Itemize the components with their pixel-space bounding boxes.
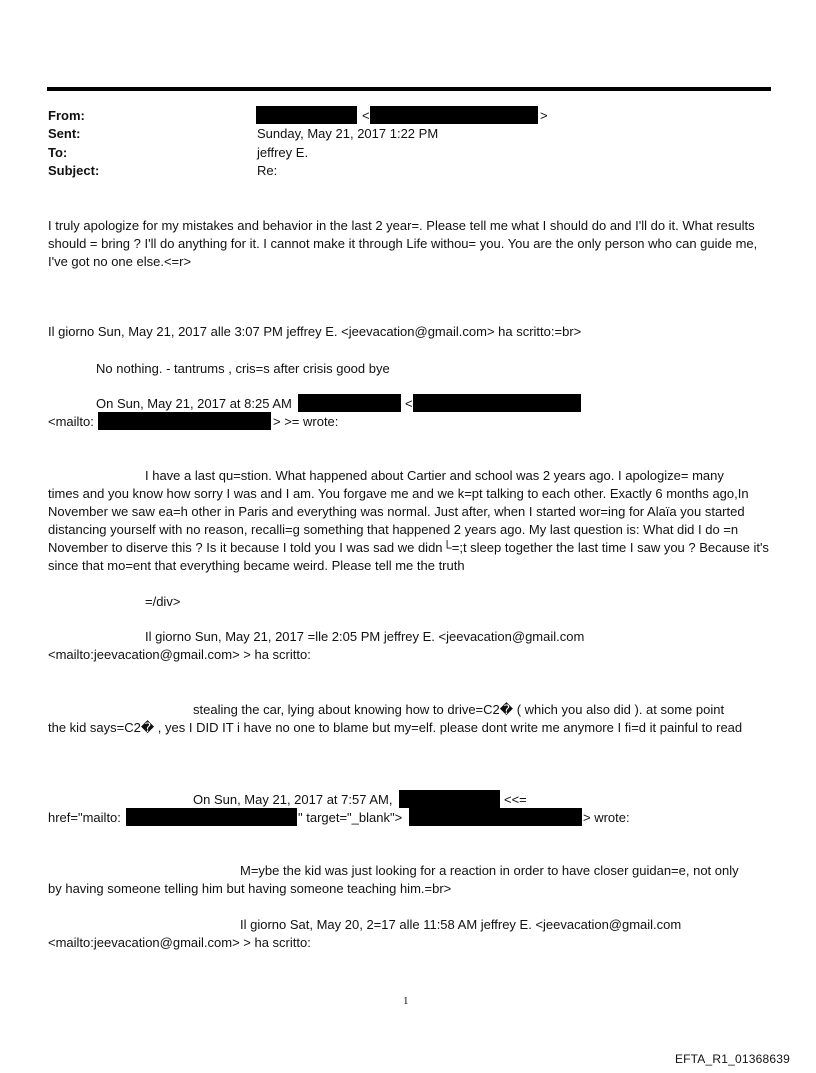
redaction-from-email	[370, 106, 538, 124]
redaction-href-4	[126, 808, 297, 826]
reply-text-1: No nothing. - tantrums , cris=s after crisis good bye	[96, 361, 390, 376]
quote-header-4-lt: <<=	[504, 792, 527, 807]
message-paragraph-3-rest: by having someone telling him but having someone teaching him.=br>	[48, 881, 452, 896]
div-fragment: =/div>	[145, 594, 181, 609]
quote-header-5-line-1: Il giorno Sat, May 20, 2=17 alle 11:58 AM jeffrey E. <jeevacation@gmail.com	[240, 917, 682, 932]
redaction-link-text-4	[409, 808, 582, 826]
quote-header-2-lt: <	[405, 396, 413, 411]
quote-header-2-wrote: > >= wrote:	[273, 414, 339, 429]
redaction-sender-name-2	[298, 394, 401, 412]
document-id-stamp: EFTA_R1_01368639	[674, 1052, 790, 1066]
quote-header-4-date: On Sun, May 21, 2017 at 7:57 AM,	[193, 792, 393, 807]
subject-value: Re:	[257, 163, 278, 178]
reply-text-2-first: stealing the car, lying about knowing how to drive=C2� ( which you also did ). at some point	[193, 702, 725, 717]
message-paragraph-2-first: I have a last qu=stion. What happened about Cartier and school was 2 years ago. I apologize= many	[145, 468, 724, 483]
sent-label: Sent:	[48, 126, 81, 141]
page-number: 1	[403, 995, 409, 1007]
subject-label: Subject:	[48, 163, 100, 178]
message-paragraph-3-first: M=ybe the kid was just looking for a reaction in order to have closer guidan=e, not only	[240, 863, 739, 878]
quote-header-4-href: href="mailto:	[48, 810, 121, 825]
quote-header-4-target: " target="_blank">	[298, 810, 403, 825]
quote-header-2-date: On Sun, May 21, 2017 at 8:25 AM	[96, 396, 292, 411]
quote-header-3-line-1: Il giorno Sun, May 21, 2017 =lle 2:05 PM jeffrey E. <jeevacation@gmail.com	[145, 629, 585, 644]
quote-header-1: Il giorno Sun, May 21, 2017 alle 3:07 PM jeffrey E. <jeevacation@gmail.com> ha scritto:=br>	[48, 324, 582, 339]
quote-header-4-wrote: > wrote:	[583, 810, 630, 825]
quote-header-3-line-2: <mailto:jeevacation@gmail.com> > ha scritto:	[48, 647, 311, 662]
redaction-sender-name-4	[399, 790, 500, 808]
message-paragraph-2-rest: times and you know how sorry I was and I am. You forgave me and we k=pt talking to each other. Exactly 6 months ago,In November we saw ea=h other in Paris and everything was normal. Just after, when I started wor=ing for Alaïa you started distancing yourself with no reason, recalli=g something that happened 2 years ago. My last question is: What did I do =n November to diserve this ? Is it because I told you I was sad we didn└=;t sleep together the last time I saw you ? Because it's since that mo=ent that everything became weird. Please tell me the truth	[48, 486, 769, 573]
message-paragraph-1: I truly apologize for my mistakes and behavior in the last 2 year=. Please tell me what I should do and I'll do it. What results should = bring ? I'll do anything for it. I cannot make it through Life withou= you. You are the only person who can guide me, I've got no one else.<=r>	[48, 218, 758, 269]
reply-text-2-rest: the kid says=C2� , yes I DID IT i have no one to blame but my=elf. please dont write me anymore I fi=d it painful to read	[48, 720, 743, 735]
redaction-sender-email-2	[413, 394, 581, 412]
to-value: jeffrey E.	[257, 145, 309, 160]
sent-value: Sunday, May 21, 2017 1:22 PM	[257, 126, 439, 141]
quote-header-5-line-2: <mailto:jeevacation@gmail.com> > ha scritto:	[48, 935, 311, 950]
redaction-mailto-2	[98, 412, 271, 430]
from-label: From:	[48, 108, 85, 123]
from-gt: >	[540, 108, 548, 123]
to-label: To:	[48, 145, 68, 160]
quote-header-2-mailto: <mailto:	[48, 414, 94, 429]
header-divider	[47, 87, 771, 91]
redaction-from-name	[256, 106, 357, 124]
from-lt: <	[362, 108, 370, 123]
